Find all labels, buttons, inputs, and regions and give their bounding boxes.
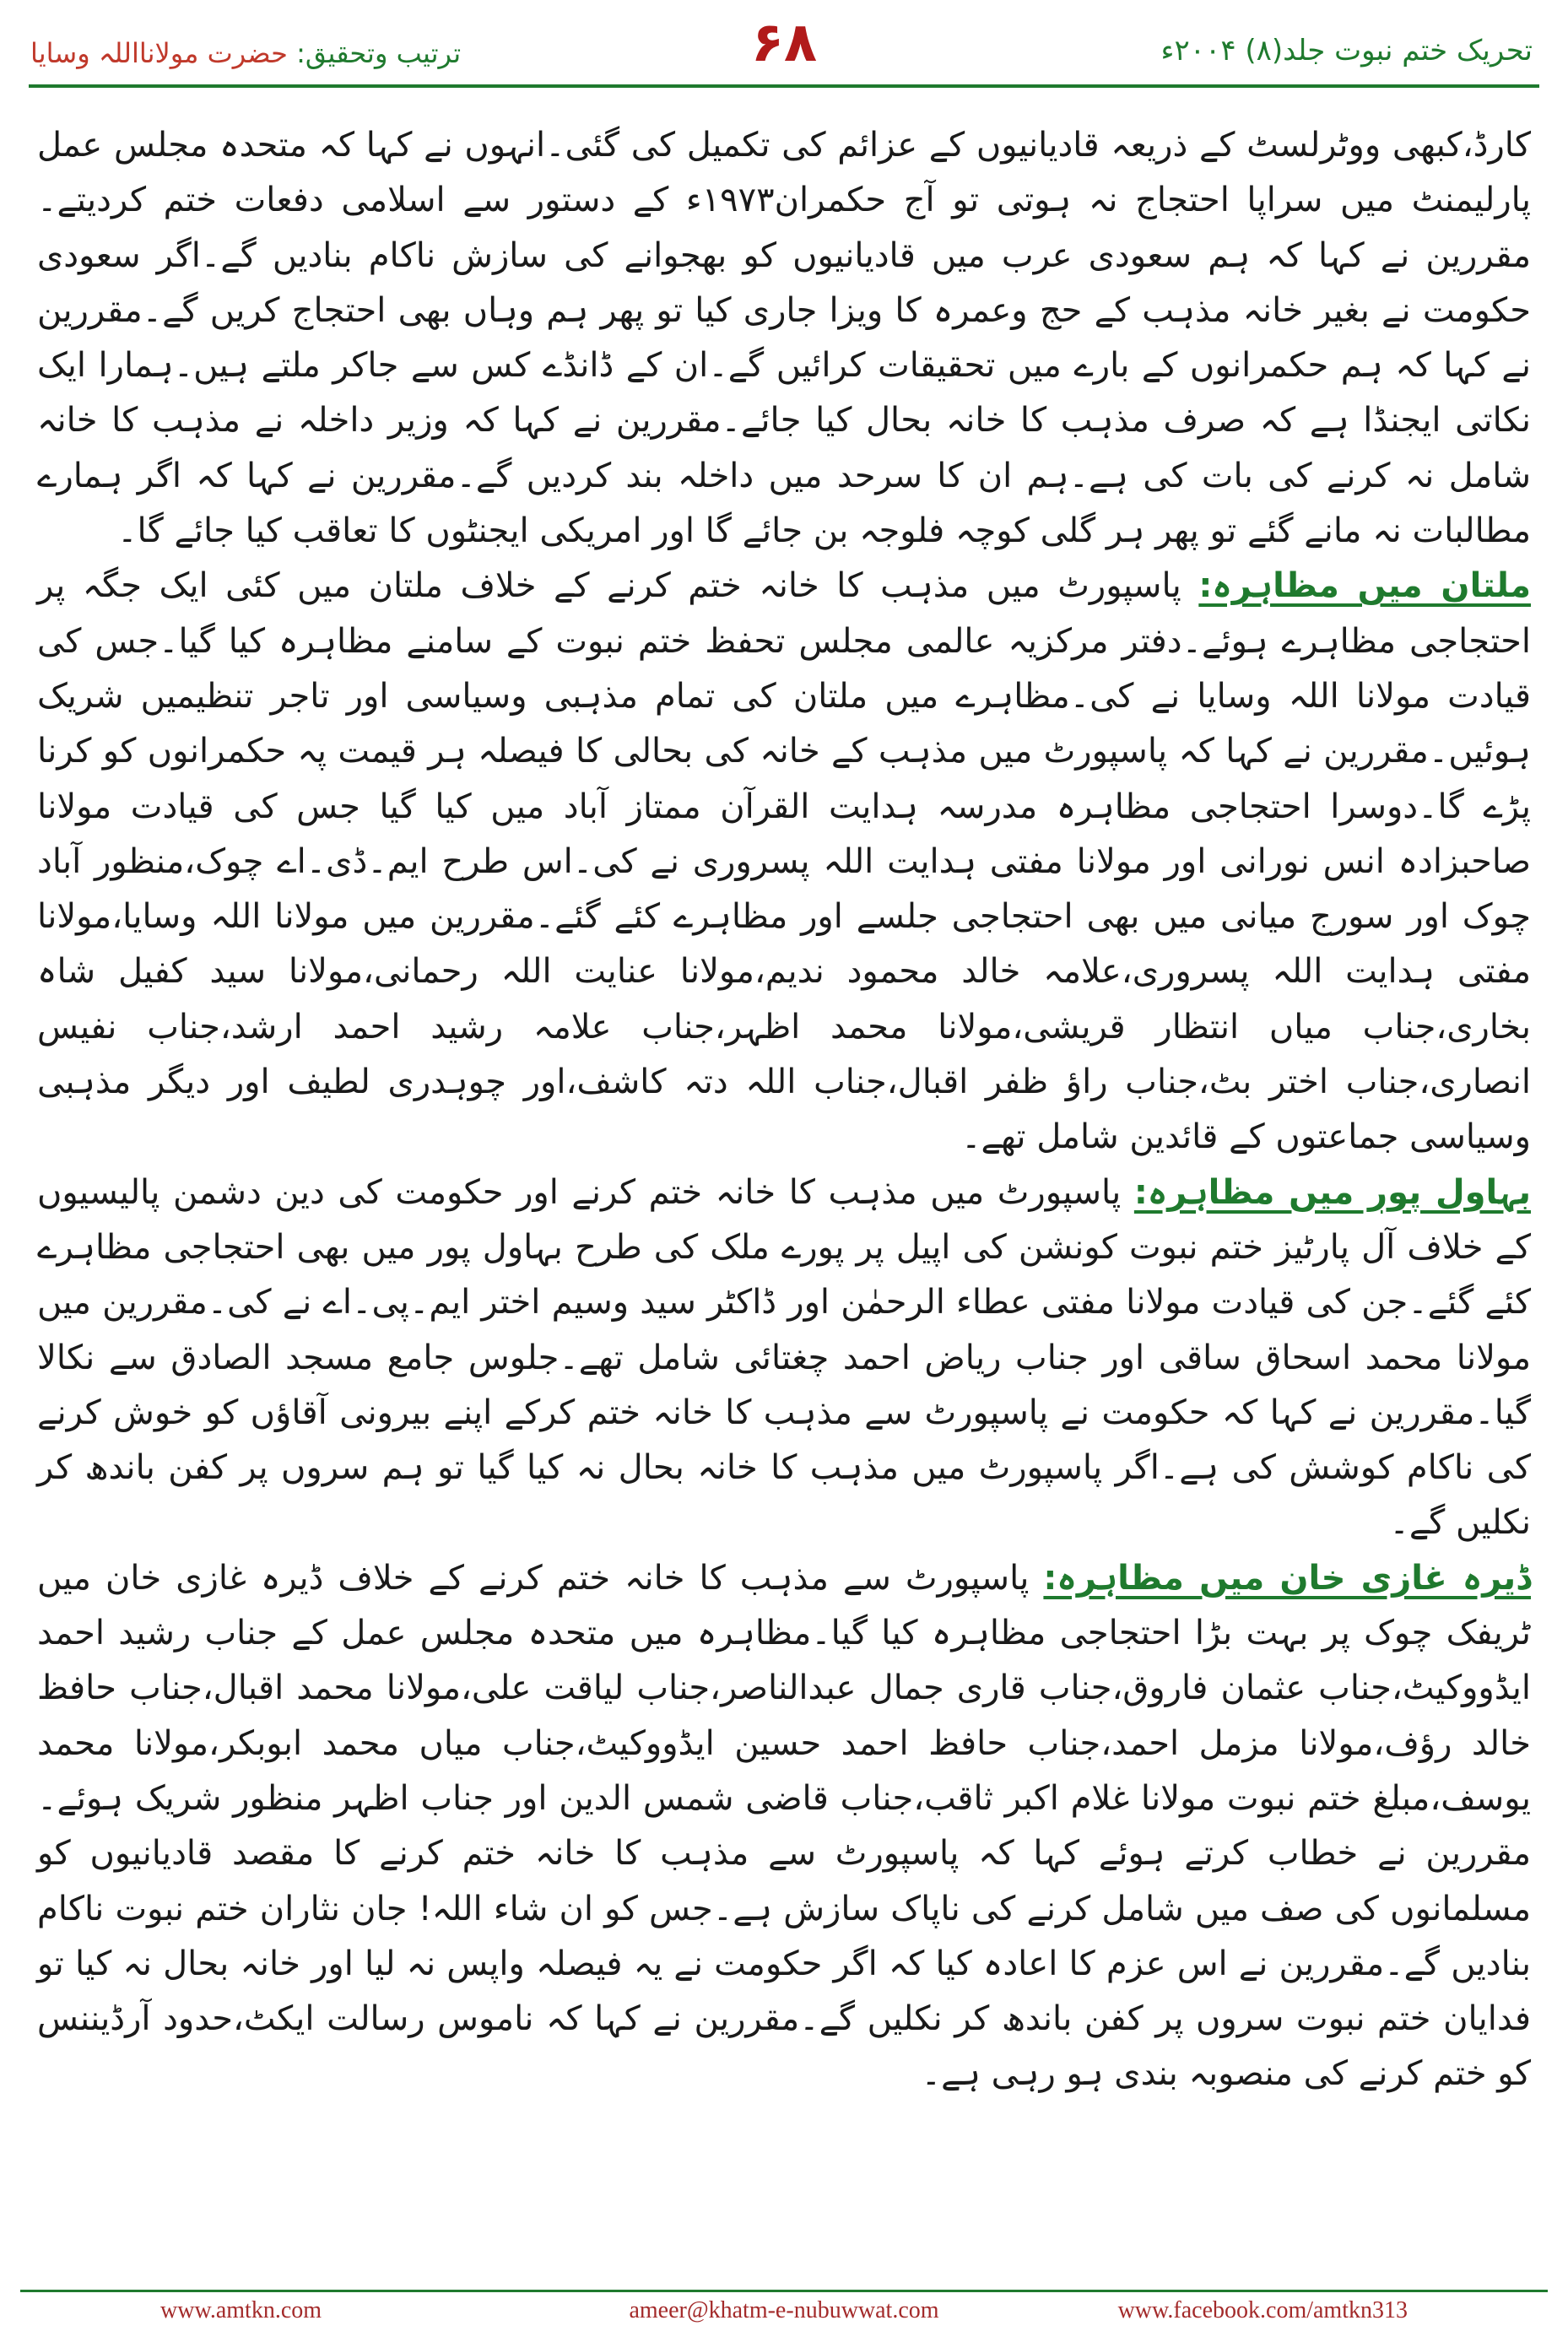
page-footer (0, 2297, 1568, 2331)
footer-facebook-link[interactable]: www.facebook.com/amtkn313 (1117, 2297, 1408, 2323)
section-heading-multan: ملتان میں مظاہرہ: (1198, 566, 1532, 606)
compiler-name: حضرت مولانااللہ وسایا (30, 37, 288, 69)
page-number: ۶۸ (750, 12, 818, 74)
paragraph-dgkhan-text: پاسپورٹ سے مذہب کا خانہ ختم کرنے کے خلاف ڈیرہ غازی خان میں ٹریفک چوک پر بہت بڑا احتجاجی مظاہرہ کیا گیا۔مظاہرہ میں متحدہ مجلس عمل کے جناب رشید احمد ایڈووکیٹ،جناب عثمان فاروق،جناب قاری جمال عبدالناصر،جناب لیاقت علی،مولانا محمد اقبال،جناب حافظ خالد رؤف،مولانا مزمل احمد،جناب حافظ احمد حسین ایڈووکیٹ،جناب میاں محمد ابوبکر،مولانا محمد یوسف،مبلغ ختم نبوت مولانا غلام اکبر ثاقب،جناب قاضی شمس الدین اور جناب اظہر منظور شریک ہوئے۔مقررین نے خطاب کرتے ہوئے کہا کہ پاسپورٹ سے مذہب کا خانہ ختم کرنے کا مقصد قادیانیوں کو مسلمانوں کی صف میں شامل کرنے کی ناپاک سازش ہے۔جس کو ان شاء اللہ! جان نثاران ختم نبوت ناکام بنادیں گے۔مقررین نے اس عزم کا اعادہ کیا کہ اگر حکومت نے یہ فیصلہ واپس نہ لیا اور خانہ بحال نہ کیا تو فدایان ختم نبوت سروں پر کفن باندھ کر نکلیں گے۔مقررین نے کہا کہ ناموس رسالت ایکٹ،حدود آرڈیننس کو ختم کرنے کی منصوبہ بندی ہو رہی ہے۔ (37, 1558, 1531, 2094)
paragraph-intro: کارڈ،کبھی ووٹرلسٹ کے ذریعہ قادیانیوں کے عزائم کی تکمیل کی گئی۔انہوں نے کہا کہ متحدہ مجلس عمل پارلیمنٹ میں سراپا احتجاج نہ ہوتی تو آج حکمران۱۹۷۳ء کے دستور سے اسلامی دفعات ختم کردیتے۔مقررین نے کہا کہ ہم سعودی عرب میں قادیانیوں کو بھجوانے کی سازش ناکام بنادیں گے۔اگر سعودی حکومت نے بغیر خانہ مذہب کے حج وعمرہ کا ویزا جاری کیا تو پھر ہم وہاں بھی احتجاج کریں گے۔مقررین نے کہا کہ ہم حکمرانوں کے بارے میں تحقیقات کرائیں گے۔ان کے ڈانڈے کس سے جاکر ملتے ہیں۔ہمارا ایک نکاتی ایجنڈا ہے کہ صرف مذہب کا خانہ بحال کیا جائے۔مقررین نے کہا کہ وزیر داخلہ نے مذہب کا خانہ شامل نہ کرنے کی بات کی ہے۔ہم ان کا سرحد میں داخلہ بند کردیں گے۔مقررین نے کہا کہ اگر ہمارے مطالبات نہ مانے گئے تو پھر ہر گلی کوچہ فلوجہ بن جائے گا اور امریکی ایجنٹوں کا تعاقب کیا جائے گا۔ (37, 126, 1531, 551)
paragraph-bahawalpur (37, 1166, 1531, 1551)
paragraph-bahawalpur-text: پاسپورٹ میں مذہب کا خانہ ختم کرنے اور حکومت کی دین دشمن پالیسیوں کے خلاف آل پارٹیز ختم نبوت کونشن کی اپیل پر پورے ملک کی طرح بہاول پور میں بھی احتجاجی مظاہرے کئے گئے۔جن کی قیادت مولانا مفتی عطاء الرحمٰن اور ڈاکٹر سید وسیم اختر ایم۔پی۔اے نے کی۔مقررین میں مولانا محمد اسحاق ساقی اور جناب ریاض احمد چغتائی شامل تھے۔جلوس جامع مسجد الصادق سے نکالا گیا۔مقررین نے کہا کہ حکومت نے پاسپورٹ سے مذہب کا خانہ ختم کرکے اپنے بیرونی آقاؤں کو خوش کرنے کی ناکام کوشش کی ہے۔اگر پاسپورٹ میں مذہب کا خانہ بحال نہ کیا گیا تو ہم سروں پر کفن باندھ کر نکلیں گے۔ (37, 1172, 1531, 1543)
section-heading-dgkhan: ڈیرہ غازی خان میں مظاہرہ: (1043, 1558, 1532, 1598)
footer-email-link[interactable]: ameer@khatm-e-nubuwwat.com (629, 2297, 939, 2323)
page-body (37, 118, 1531, 2102)
compiler-label: ترتیب وتحقیق: (296, 37, 462, 69)
header-rule (29, 84, 1539, 88)
section-heading-bahawalpur: بہاول پور میں مظاہرہ: (1133, 1172, 1531, 1212)
paragraph-multan-text: پاسپورٹ میں مذہب کا خانہ ختم کرنے کے خلاف ملتان میں کئی ایک جگہ پر احتجاجی مظاہرے ہوئے۔دفتر مرکزیہ عالمی مجلس تحفظ ختم نبوت کے سامنے مظاہرہ کیا گیا۔جس کی قیادت مولانا اللہ وسایا نے کی۔مظاہرے میں ملتان کی تمام مذہبی وسیاسی اور تاجر تنظیمیں شریک ہوئیں۔مقررین نے کہا کہ پاسپورٹ میں مذہب کے خانہ کی بحالی کا فیصلہ ہر قیمت پہ حکمرانوں کو کرنا پڑے گا۔دوسرا احتجاجی مظاہرہ مدرسہ ہدایت القرآن ممتاز آباد میں کیا گیا جس کی قیادت مولانا صاحبزادہ انس نورانی اور مولانا مفتی ہدایت اللہ پسروری نے کی۔اس طرح ایم۔ڈی۔اے چوک،منظور آباد چوک اور سورج میانی میں بھی احتجاجی جلسے اور مظاہرے کئے گئے۔مقررین میں مولانا اللہ وسایا،مولانا مفتی ہدایت اللہ پسروری،علامہ خالد محمود ندیم،مولانا عنایت اللہ رحمانی،مولانا سید کفیل شاہ بخاری،جناب میاں انتظار قریشی،مولانا محمد اظہر،جناب علامہ رشید احمد ارشد،جناب نفیس انصاری،جناب اختر بٹ،جناب راؤ ظفر اقبال،جناب اللہ دتہ کاشف،اور چوہدری لطیف اور دیگر مذہبی وسیاسی جماعتوں کے قائدین شامل تھے۔ (37, 566, 1531, 1157)
footer-website-link[interactable]: www.amtkn.com (160, 2297, 322, 2323)
book-title: تحریک ختم نبوت جلد(۸) (1245, 34, 1533, 68)
paragraph-multan (37, 559, 1531, 1165)
year: ۲۰۰۴ء (1160, 34, 1236, 68)
page-header (0, 0, 1568, 93)
paragraph-dgkhan (37, 1551, 1531, 2102)
compiler-credit (30, 37, 461, 69)
footer-rule (20, 2290, 1548, 2292)
